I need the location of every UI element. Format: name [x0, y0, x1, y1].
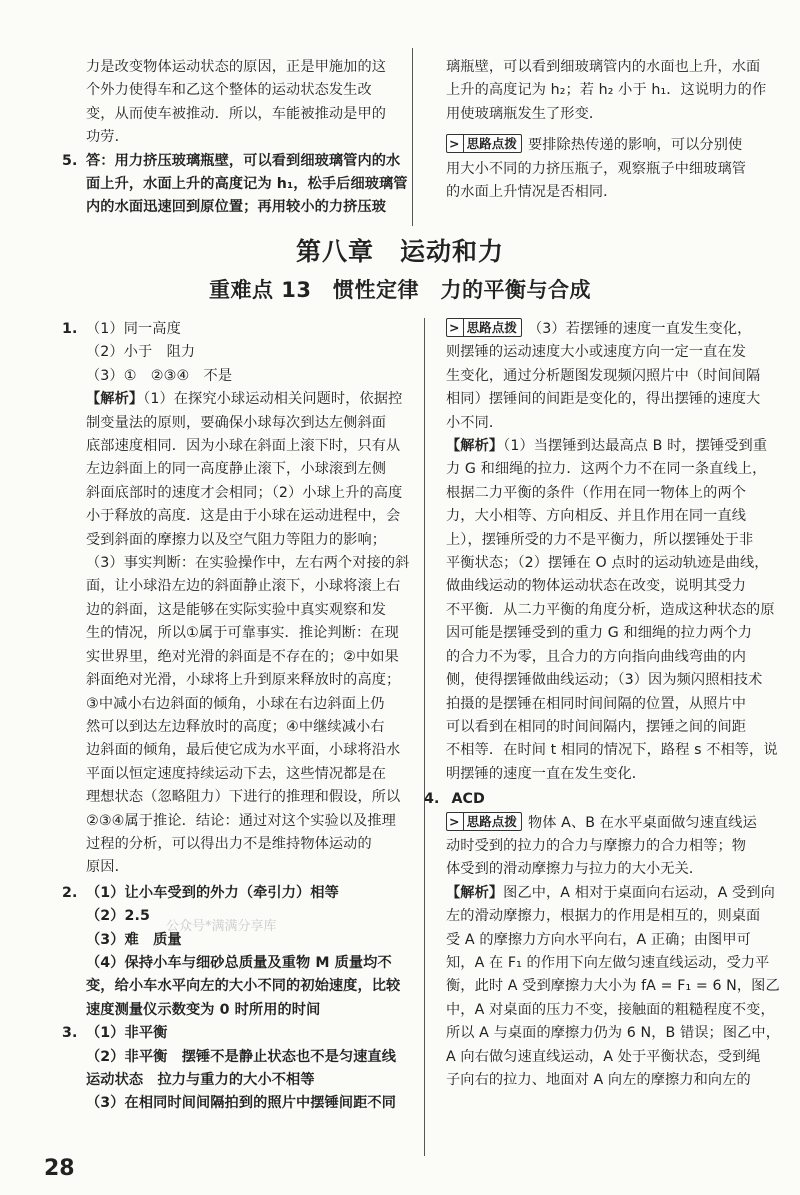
text-line: ②③④属于推论．结论：通过对这个实验以及推理: [86, 812, 396, 829]
text-line: 面，让小球沿左边的斜面静止滚下，小球将滚上右: [86, 578, 401, 595]
watermark-text: 公众号*满满分享库: [166, 919, 277, 934]
text-line: 受到斜面的摩擦力以及空气阻力等阻力的影响；: [86, 531, 387, 548]
text-line: 的合力不为零，且合力的方向指向曲线弯曲的内: [446, 648, 747, 665]
q3-analysis: 【解析】（1）当摆锤到达最高点 B 时，摆锤受到重 力 G 和细绳的拉力．这两个力不在同一条直线上， 根据二力平衡的条件（作用在同一物体上的两个 力，大小相等、方向相反、并且作用在同一直线 上），摆锤所受的力不是平衡力，所以摆锤处于非 平衡状态；（2）摆锤在 O 点时的运动轨迹是曲线， 做曲线运动的物体运动状态在改变，说明其受力 不平衡．从二力平衡的角度分析，造成这种状态的原 因可能是摆锤受到的重力 G 和细绳的拉力两个力 的合力不为零，且合力的方向指向曲线弯曲的内 侧，使得摆锤做曲线运动；（3）因为频闪照相技术 拍摄的是摆锤在相同时间间隔的位置，从照片中 可以看到在相同的时间间隔内，摆锤之间的间距 不相等．在时间 t 相同的情况下，路程 s 不相等，说 明摆锤的速度一直在发生变化．: [446, 435, 780, 786]
q2-answers: [86, 882, 414, 1022]
q5-answer-continued: [446, 56, 776, 126]
question-number: 5.: [62, 152, 78, 169]
right-column: [424, 318, 780, 1092]
answer-line: （3）① ②③④ 不是: [86, 367, 233, 384]
text-line: 实世界里，绝对光滑的斜面是不存在的；②中如果: [86, 648, 399, 665]
text-line: （3）事实判断：在实验操作中，左右两个对接的斜: [86, 555, 410, 572]
text-line: 拍摄的是摆锤在相同时间间隔的位置，从照片中: [446, 695, 747, 712]
text-line: 侧，使得摆锤做曲线运动；（3）因为频闪照相技术: [446, 672, 763, 689]
answer-line: 运动状态 拉力与重力的大小不相等: [86, 1072, 315, 1088]
text-line: 力，大小相等、方向相反、并且作用在同一直线: [446, 508, 747, 525]
text-line: 变，从而使车被推动．所以，车能被推动是甲的: [86, 105, 387, 122]
text-line: ③中减小右边斜面的倾角，小球在右边斜面上仍: [86, 695, 385, 712]
analysis-label: 【解析】: [86, 391, 144, 408]
text-line: 根据二力平衡的条件（作用在同一物体上的两个: [446, 484, 747, 501]
answer-line: 速度测量仪示数变为 0 时所用的时间: [86, 1001, 321, 1018]
question-number: 2.: [62, 884, 78, 901]
text-line: 体受到的滑动摩擦力与拉力的大小无关．: [446, 861, 704, 878]
text-line: A 向右做匀速直线运动，A 处于平衡状态，受到绳: [446, 1048, 761, 1065]
text-line: 做曲线运动的物体运动状态在改变，说明其受力: [446, 578, 747, 595]
text-line: 明摆锤的速度一直在发生变化．: [446, 765, 647, 782]
text-line: 然可以到达左边释放时的高度；④中继续减小右: [86, 718, 385, 735]
text-line: 则摆锤的运动速度大小或速度方向一定一直在发: [446, 344, 747, 361]
text-line: 受 A 的摩擦力方向水平向右，A 正确；由图甲可: [446, 931, 751, 948]
text-line: 璃瓶壁，可以看到细玻璃管内的水面也上升，水面: [446, 59, 761, 75]
chevron-right-icon: >: [449, 319, 464, 336]
text-line: 过程的分析，可以得出力不是维持物体运动的: [86, 835, 372, 852]
text-line: 理想状态（忽略阻力）下进行的推理和假设，所以: [86, 789, 401, 806]
answer-line: （3）难 质量: [86, 931, 182, 948]
q1-answers: [86, 318, 414, 388]
q5-answer: [86, 150, 408, 220]
text-line: 功劳．: [86, 129, 129, 146]
text-line: 相同）摆锤间的间距是变化的，得出摆锤的速度大: [446, 391, 761, 408]
text-line: 答：用力挤压玻璃瓶壁，可以看到细玻璃管内的水: [86, 152, 401, 169]
text-line: 不相等．在时间 t 相同的情况下，路程 s 不相等，说: [446, 742, 778, 759]
question-number: 3.: [62, 1025, 78, 1042]
answer-line: （2）2.5: [86, 908, 150, 925]
text-line: 生变化，通过分析题图发现频闪照片中（时间间隔: [446, 367, 761, 384]
text-line: 原因．: [86, 859, 129, 876]
page-number: 28: [44, 1156, 75, 1181]
answer-line: （4）保持小车与细砂总质量及重物 M 质量均不: [86, 954, 392, 971]
text-line: 个外力使得车和乙这个整体的运动状态发生改: [86, 82, 372, 99]
text-line: 小不同．: [446, 414, 504, 431]
text-line: 子向右的拉力、地面对 A 向左的摩擦力和向左的: [446, 1072, 751, 1088]
chevron-right-icon: >: [449, 135, 464, 152]
text-line: 平面以恒定速度持续运动下去，这些情况都是在: [86, 765, 387, 782]
thinking-tip-q5: > 思路点拨 要排除热传递的影响，可以分别使 用大小不同的力挤压瓶子，观察瓶子中细玻璃管 的水面上升情况是否相同．: [446, 134, 776, 204]
chapter-title: 第八章 运动和力: [295, 237, 504, 266]
text-line: 知，A 在 F₁ 的作用下向左做匀速直线运动，受力平: [446, 954, 770, 971]
answer-line: （1）同一高度: [86, 321, 181, 337]
text-line: 小于释放的高度．这是由于小球在运动进程中，会: [86, 508, 401, 525]
analysis-label: 【解析】: [446, 884, 504, 901]
answer-line: （1）非平衡: [86, 1025, 168, 1042]
question-2: [62, 882, 414, 1022]
text-line: 因可能是摆锤受到的重力 G 和细绳的拉力两个力: [446, 625, 753, 642]
text-line: 斜面底部时的速度才会相同；（2）小球上升的高度: [86, 484, 403, 501]
text-line: 不平衡．从二力平衡的角度分析，造成这种状态的原: [446, 601, 775, 618]
answer-line: （2）小于 阻力: [86, 344, 196, 361]
text-line: 平衡状态；（2）摆锤在 O 点时的运动轨迹是曲线，: [446, 555, 769, 572]
question-3: [62, 1022, 414, 1116]
question-5: [62, 150, 408, 220]
answer-line: 变，给小车水平向左的大小不同的初始速度，比较: [86, 978, 401, 995]
text-line: 可以看到在相同的时间间隔内，摆锤之间的间距: [446, 718, 747, 735]
top-left-column: [62, 56, 408, 220]
text-line: 用大小不同的力挤压瓶子，观察瓶子中细玻璃管: [446, 160, 747, 177]
text-line: 制变量法的原则，要确保小球每次到达左侧斜面: [86, 414, 387, 431]
top-right-column: [446, 56, 776, 204]
answer-line: （1）让小车受到的外力（牵引力）相等: [86, 884, 339, 901]
text-line: 斜面绝对光滑，小球将上升到原来释放时的高度；: [86, 672, 401, 689]
column-divider: [424, 318, 425, 1156]
text-line: 内的水面迅速回到原位置；再用较小的力挤压玻: [86, 199, 387, 216]
chevron-right-icon: >: [449, 813, 464, 830]
question-number: 4.: [424, 791, 440, 808]
question-4: [424, 788, 780, 811]
text-line: 的水面上升情况是否相同．: [446, 184, 618, 201]
section-title: 重难点 13 惯性定律 力的平衡与合成: [208, 278, 592, 302]
column-divider: [412, 48, 413, 226]
analysis-label: 【解析】: [446, 438, 504, 455]
question-1: [62, 318, 414, 880]
thinking-tip-q3: > 思路点拨 （3）若摆锤的速度一直发生变化， 则摆锤的运动速度大小或速度方向一定一直在发 生变化，通过分析题图发现频闪照片中（时间间隔 相同）摆锤间的间距是变化的，得出摆锤的速度大 小不同．: [446, 318, 780, 435]
q3-answers: [86, 1022, 414, 1116]
q4-continuation: [62, 56, 408, 150]
text-line: 左的滑动摩擦力，根据力的作用是相互的，则桌面: [446, 908, 761, 925]
left-column: [62, 318, 414, 1116]
text-line: 左边斜面上的同一高度静止滚下，小球滚到左侧: [86, 461, 387, 478]
text-line: 力 G 和细绳的拉力．这两个力不在同一条直线上，: [446, 461, 767, 478]
text-line: 边的斜面，这是能够在实际实验中真实观察和发: [86, 601, 387, 618]
text-line: 上），摆锤所受的力不是平衡力，所以摆锤处于非: [446, 531, 754, 548]
q4-answer: ACD: [451, 791, 485, 808]
answer-line: （3）在相同时间间隔拍到的照片中摆锤间距不同: [86, 1095, 397, 1112]
thinking-tip-q4: > 思路点拨 物体 A、B 在水平桌面做匀速直线运 动时受到的拉力的合力与摩擦力的合力相等；物 体受到的滑动摩擦力与拉力的大小无关．: [446, 812, 780, 882]
text-line: 生的情况，所以①属于可靠事实．推论判断：在现: [86, 625, 399, 642]
text-line: 面上升，水面上升的高度记为 h₁，松手后细玻璃管: [86, 176, 408, 193]
thinking-tip-badge: > 思路点拨: [446, 134, 522, 153]
thinking-tip-badge: > 思路点拨: [446, 318, 522, 337]
text-line: 力是改变物体运动状态的原因，正是甲施加的这: [86, 59, 387, 75]
q4-analysis: 【解析】图乙中，A 相对于桌面向右运动，A 受到向 左的滑动摩擦力，根据力的作用是相互的，则桌面 受 A 的摩擦力方向水平向右，A 正确；由图甲可 知，A 在 F₁ 的作用下向左做匀速直线运动，受力平 衡，此时 A 受到摩擦力大小为 fA = F₁ = 6 N，图乙 中，A 对桌面的压力不变，接触面的粗糙程度不变， 所以 A 与桌面的摩擦力仍为 6 N，B 错误；图乙中， A 向右做匀速直线运动，A 处于平衡状态，受到绳 子向右的拉力、地面对 A 向左的摩擦力和向左的: [446, 882, 780, 1093]
thinking-tip-badge: > 思路点拨: [446, 812, 522, 831]
text-line: 上升的高度记为 h₂；若 h₂ 小于 h₁．这说明力的作: [446, 82, 767, 99]
text-line: 边斜面的倾角，最后使它成为水平面，小球将沿水: [86, 742, 401, 759]
answer-line: （2）非平衡 摆锤不是静止状态也不是匀速直线: [86, 1048, 397, 1065]
text-line: 用使玻璃瓶发生了形变．: [446, 105, 604, 122]
text-line: 所以 A 与桌面的摩擦力仍为 6 N，B 错误；图乙中，: [446, 1025, 780, 1042]
text-line: 衡，此时 A 受到摩擦力大小为 fA = F₁ = 6 N，图乙: [446, 978, 780, 995]
question-number: 1.: [62, 321, 78, 337]
text-line: 中，A 对桌面的压力不变，接触面的粗糙程度不变，: [446, 1001, 775, 1018]
text-line: 底部速度相同．因为小球在斜面上滚下时，只有从: [86, 438, 401, 455]
text-line: 动时受到的拉力的合力与摩擦力的合力相等；物: [446, 837, 747, 854]
q1-analysis: 【解析】（1）在探究小球运动相关问题时，依据控 制变量法的原则，要确保小球每次到达左侧斜面 底部速度相同．因为小球在斜面上滚下时，只有从 左边斜面上的同一高度静止滚下，小球滚到左侧 斜面底部时的速度才会相同；（2）小球上升的高度 小于释放的高度．这是由于小球在运动进程中，会 受到斜面的摩擦力以及空气阻力等阻力的影响； （3）事实判断：在实验操作中，左右两个对接的斜 面，让小球沿左边的斜面静止滚下，小球将滚上右 边的斜面，这是能够在实际实验中真实观察和发 生的情况，所以①属于可靠事实．推论判断：在现 实世界里，绝对光滑的斜面是不存在的；②中如果 斜面绝对光滑，小球将上升到原来释放时的高度； ③中减小右边斜面的倾角，小球在右边斜面上仍 然可以到达左边释放时的高度；④中继续减小右 边斜面的倾角，最后使它成为水平面，小球将沿水 平面以恒定速度持续运动下去，这些情况都是在 理想状态（忽略阻力）下进行的推理和假设，所以 ②③④属于推论．结论：通过对这个实验以及推理 过程的分析，可以得出力不是维持物体运动的 原因．: [86, 388, 414, 880]
